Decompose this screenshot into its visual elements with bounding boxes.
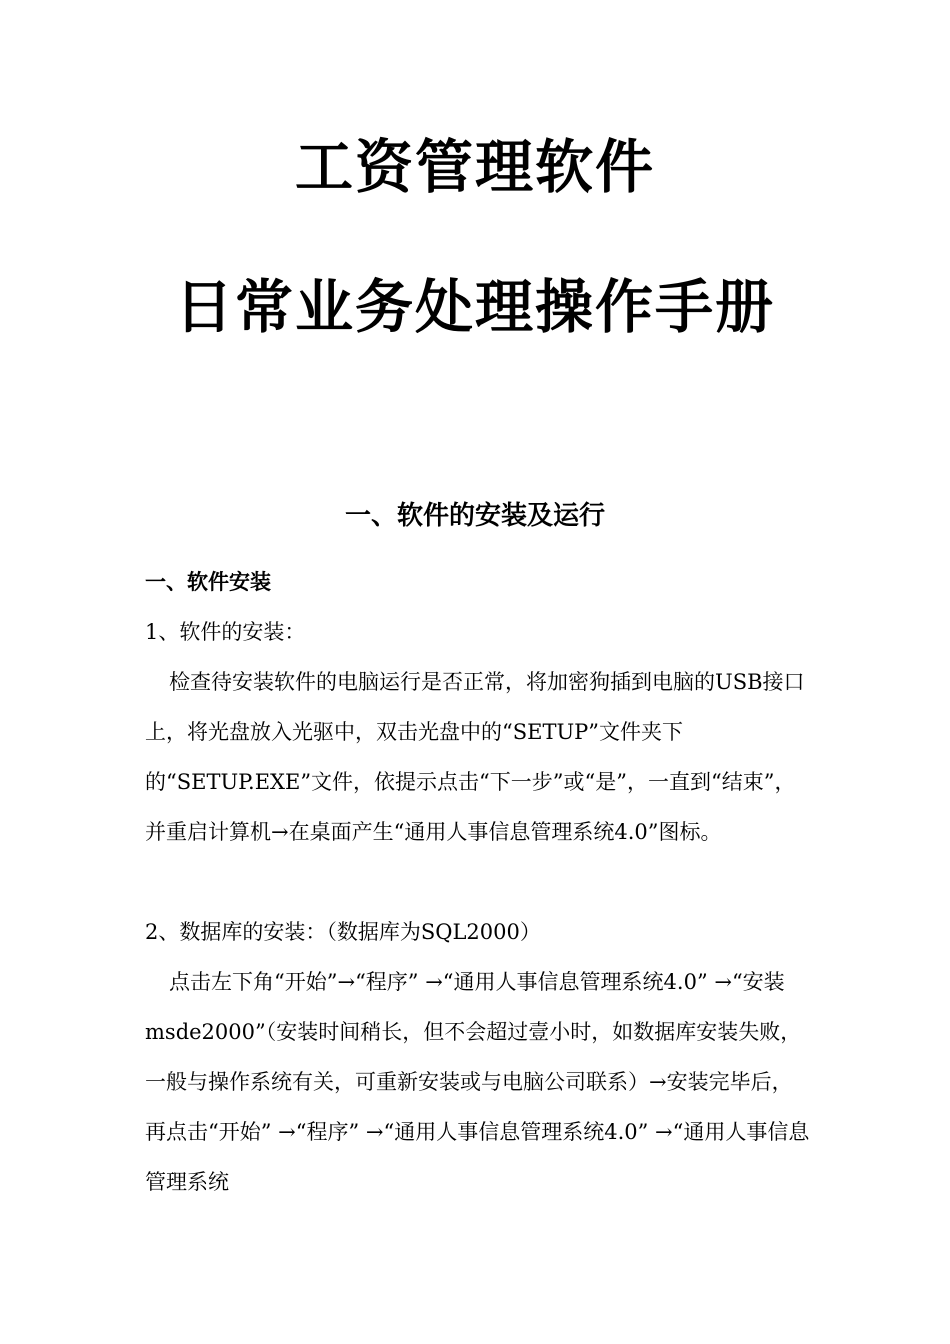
- document-title-line-1: 工资管理软件: [294, 133, 655, 201]
- item-paragraph-install-software: 检查待安装软件的电脑运行是否正常，将加密狗插到电脑的USB接口上，将光盘放入光驱中，双击光盘中的“SETUP”文件夹下的“SETUP.EXE”文件，依提示点击“下一步”或“是”，一直到“结束”，并重启计算机→在桌面产生“通用人事信息管理系统4.0”图标。: [145, 670, 805, 844]
- document-title-line-2: 日常业务处理操作手册: [174, 273, 775, 341]
- item-heading-install-database: 2、数据库的安装：（数据库为SQL2000）: [145, 920, 541, 944]
- subsection-heading: 一、软件安装: [145, 570, 271, 594]
- item-paragraph-install-database: 点击左下角“开始”→“程序” →“通用人事信息管理系统4.0” →“安装msde2000”（安装时间稍长，但不会超过壹小时，如数据库安装失败，一般与操作系统有关，可重新安装或与电脑公司联系）→安装完毕后，再点击“开始” →“程序” →“通用人事信息管理系统4.0” →“通用人事信息管理系统: [145, 970, 810, 1194]
- item-heading-install-software: 1、软件的安装：: [145, 620, 306, 644]
- section-title: 一、软件的安装及运行: [344, 501, 605, 531]
